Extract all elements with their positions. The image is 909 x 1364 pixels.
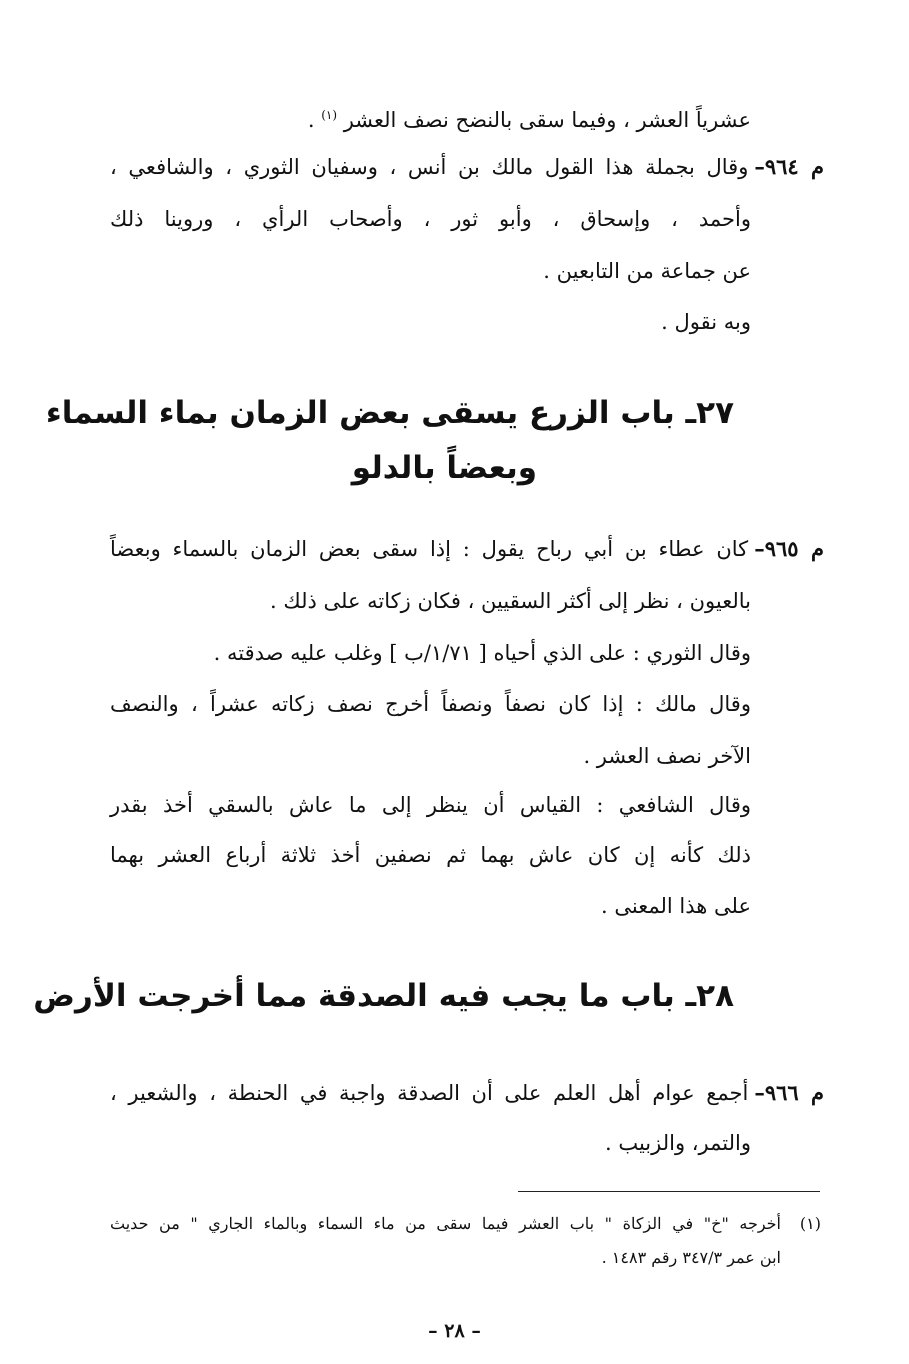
chapter-heading-28: ٢٨ـ باب ما يجب فيه الصدقة مما أخرجت الأرض xyxy=(33,978,734,1014)
m965-line-4: وقال مالك : إذا كان نصفاً ونصفاً أخرج نصف زكاته عشراً ، والنصف xyxy=(110,692,751,716)
m966-line-2: والتمر، والزبيب . xyxy=(604,1131,751,1155)
footnote-marker: (١) xyxy=(799,1214,821,1233)
m964-line-2: وأحمد ، وإسحاق ، وأبو ثور ، وأصحاب الرأي ، وروينا ذلك xyxy=(110,207,751,231)
continuation-text: عشرياً العشر ، وفيما سقى بالنضح نصف العشر xyxy=(343,108,751,132)
footnote-line-1: أخرجه "خ" في الزكاة " باب العشر فيما سقى من ماء السماء وبالماء الجاري " من حديث xyxy=(110,1214,781,1233)
entry-number: م ٩٦٦– xyxy=(754,1080,824,1105)
m965-line-5: الآخر نصف العشر . xyxy=(583,744,751,768)
entry-text: وقال بجملة هذا القول مالك بن أنس ، وسفيان الثوري ، والشافعي ، xyxy=(110,155,749,179)
entry-text: أجمع عوام أهل العلم على أن الصدقة واجبة في الحنطة ، والشعير ، xyxy=(110,1081,749,1105)
m965-line-6: وقال الشافعي : القياس أن ينظر إلى ما عاش بالسقي أخذ بقدر xyxy=(110,793,751,817)
entry-number: م ٩٦٥– xyxy=(754,536,824,561)
m964-line-4: وبه نقول . xyxy=(661,310,751,334)
page-number: – ٢٨ – xyxy=(428,1320,481,1342)
m964-line-1 xyxy=(110,152,824,182)
footnote-separator xyxy=(518,1191,820,1192)
m965-line-1 xyxy=(110,534,824,564)
entry-text: كان عطاء بن أبي رباح يقول : إذا سقى بعض الزمان بالسماء وبعضاً xyxy=(110,537,749,561)
continuation-line xyxy=(308,100,751,135)
footnote-line-2: ابن عمر ٣٤٧/٣ رقم ١٤٨٣ . xyxy=(601,1248,781,1267)
m965-line-8: على هذا المعنى . xyxy=(601,894,751,918)
continuation-tail: . xyxy=(307,108,315,132)
m964-line-3: عن جماعة من التابعين . xyxy=(543,259,751,283)
m965-line-7: ذلك كأنه إن كان عاش بهما ثم نصفين أخذ ثلاثة أرباع العشر بهما xyxy=(110,843,751,867)
chapter-heading-27-line-1: ٢٧ـ باب الزرع يسقى بعض الزمان بماء السماء xyxy=(45,395,734,431)
m965-line-2: بالعيون ، نظر إلى أكثر السقيين ، فكان زكاته على ذلك . xyxy=(270,589,751,613)
chapter-heading-27-line-2: وبعضاً بالدلو xyxy=(351,450,537,486)
m966-line-1 xyxy=(110,1078,824,1108)
footnote-reference[interactable]: (١) xyxy=(321,108,338,122)
m965-line-3: وقال الثوري : على الذي أحياه [ ١/٧١/ب ] وغلب عليه صدقته . xyxy=(213,641,751,665)
entry-number: م ٩٦٤– xyxy=(754,154,824,179)
